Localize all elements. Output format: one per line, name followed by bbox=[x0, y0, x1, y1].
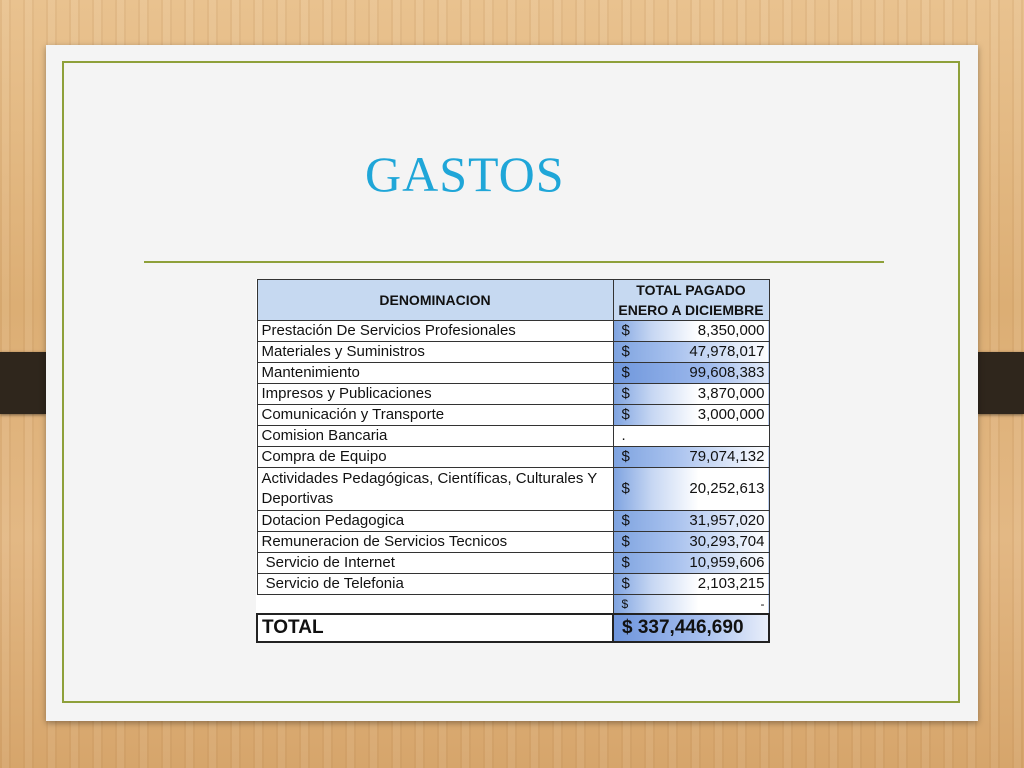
row-amount bbox=[613, 447, 769, 468]
row-amount bbox=[613, 574, 769, 595]
row-name: Servicio de Telefonia bbox=[257, 574, 613, 595]
row-amount bbox=[613, 363, 769, 384]
row-name: Actividades Pedagógicas, Científicas, Culturales Y Deportivas bbox=[257, 468, 613, 511]
row-name: Servicio de Internet bbox=[257, 553, 613, 574]
row-name: Remuneracion de Servicios Tecnicos bbox=[257, 532, 613, 553]
currency-sign: $ bbox=[621, 533, 630, 550]
row-amount bbox=[613, 532, 769, 553]
total-label: TOTAL bbox=[257, 614, 613, 642]
table-row bbox=[257, 511, 769, 532]
currency-sign: $ bbox=[621, 322, 630, 339]
title-divider bbox=[144, 261, 884, 263]
amount-value: 3,870,000 bbox=[697, 385, 765, 402]
row-amount bbox=[613, 384, 769, 405]
currency-sign: $ bbox=[621, 343, 630, 360]
currency-sign: $ bbox=[621, 385, 630, 402]
row-amount bbox=[613, 595, 769, 615]
amount-value: 2,103,215 bbox=[697, 575, 765, 592]
table-row bbox=[257, 405, 769, 426]
row-amount bbox=[613, 511, 769, 532]
empty-cell bbox=[257, 595, 613, 615]
row-name: Comunicación y Transporte bbox=[257, 405, 613, 426]
table-row bbox=[257, 363, 769, 384]
amount-value: 99,608,383 bbox=[689, 364, 765, 381]
table-row bbox=[257, 553, 769, 574]
currency-sign: $ bbox=[621, 597, 629, 611]
binder-clip-right bbox=[978, 352, 1024, 414]
currency-sign: $ bbox=[621, 554, 630, 571]
header-denominacion: DENOMINACION bbox=[257, 280, 613, 321]
amount-value: - bbox=[760, 597, 765, 611]
currency-sign: $ bbox=[621, 448, 630, 465]
row-amount bbox=[613, 321, 769, 342]
header-total-pagado-text: TOTAL PAGADO ENERO A DICIEMBRE bbox=[618, 282, 764, 318]
row-name: Dotacion Pedagogica bbox=[257, 511, 613, 532]
header-total-pagado bbox=[613, 280, 769, 321]
table-row bbox=[257, 574, 769, 595]
table-row bbox=[257, 468, 769, 511]
currency-sign: $ bbox=[621, 406, 630, 423]
table-header-row bbox=[257, 280, 769, 321]
total-amount: $ 337,446,690 bbox=[613, 614, 769, 642]
expenses-table bbox=[256, 279, 770, 643]
row-name: Prestación De Servicios Profesionales bbox=[257, 321, 613, 342]
row-amount bbox=[613, 468, 769, 511]
slide bbox=[46, 45, 978, 721]
row-name: Mantenimiento bbox=[257, 363, 613, 384]
amount-value: 47,978,017 bbox=[689, 343, 765, 360]
table-row-empty bbox=[257, 595, 769, 615]
table-row bbox=[257, 447, 769, 468]
amount-value: 10,959,606 bbox=[689, 554, 765, 571]
amount-value: 79,074,132 bbox=[689, 448, 765, 465]
table-row bbox=[257, 321, 769, 342]
row-name: Impresos y Publicaciones bbox=[257, 384, 613, 405]
row-amount bbox=[613, 553, 769, 574]
amount-value: 8,350,000 bbox=[697, 322, 765, 339]
amount-value: 3,000,000 bbox=[697, 406, 765, 423]
table-row bbox=[257, 342, 769, 363]
row-amount bbox=[613, 342, 769, 363]
currency-sign: $ bbox=[621, 575, 630, 592]
amount-value: 30,293,704 bbox=[689, 533, 765, 550]
amount-value: 20,252,613 bbox=[689, 480, 765, 497]
table-row bbox=[257, 426, 769, 447]
table-row bbox=[257, 532, 769, 553]
amount-value: 31,957,020 bbox=[689, 512, 765, 529]
slide-title: GASTOS bbox=[365, 146, 565, 202]
row-amount bbox=[613, 405, 769, 426]
currency-sign: $ bbox=[621, 480, 630, 497]
currency-sign: $ bbox=[621, 512, 630, 529]
row-name: Comision Bancaria bbox=[257, 426, 613, 447]
row-name: Materiales y Suministros bbox=[257, 342, 613, 363]
table-row bbox=[257, 384, 769, 405]
amount-value: . bbox=[621, 427, 626, 444]
row-name: Compra de Equipo bbox=[257, 447, 613, 468]
binder-clip-left bbox=[0, 352, 46, 414]
currency-sign: $ bbox=[621, 364, 630, 381]
row-amount bbox=[613, 426, 769, 447]
table-total-row bbox=[257, 614, 769, 642]
